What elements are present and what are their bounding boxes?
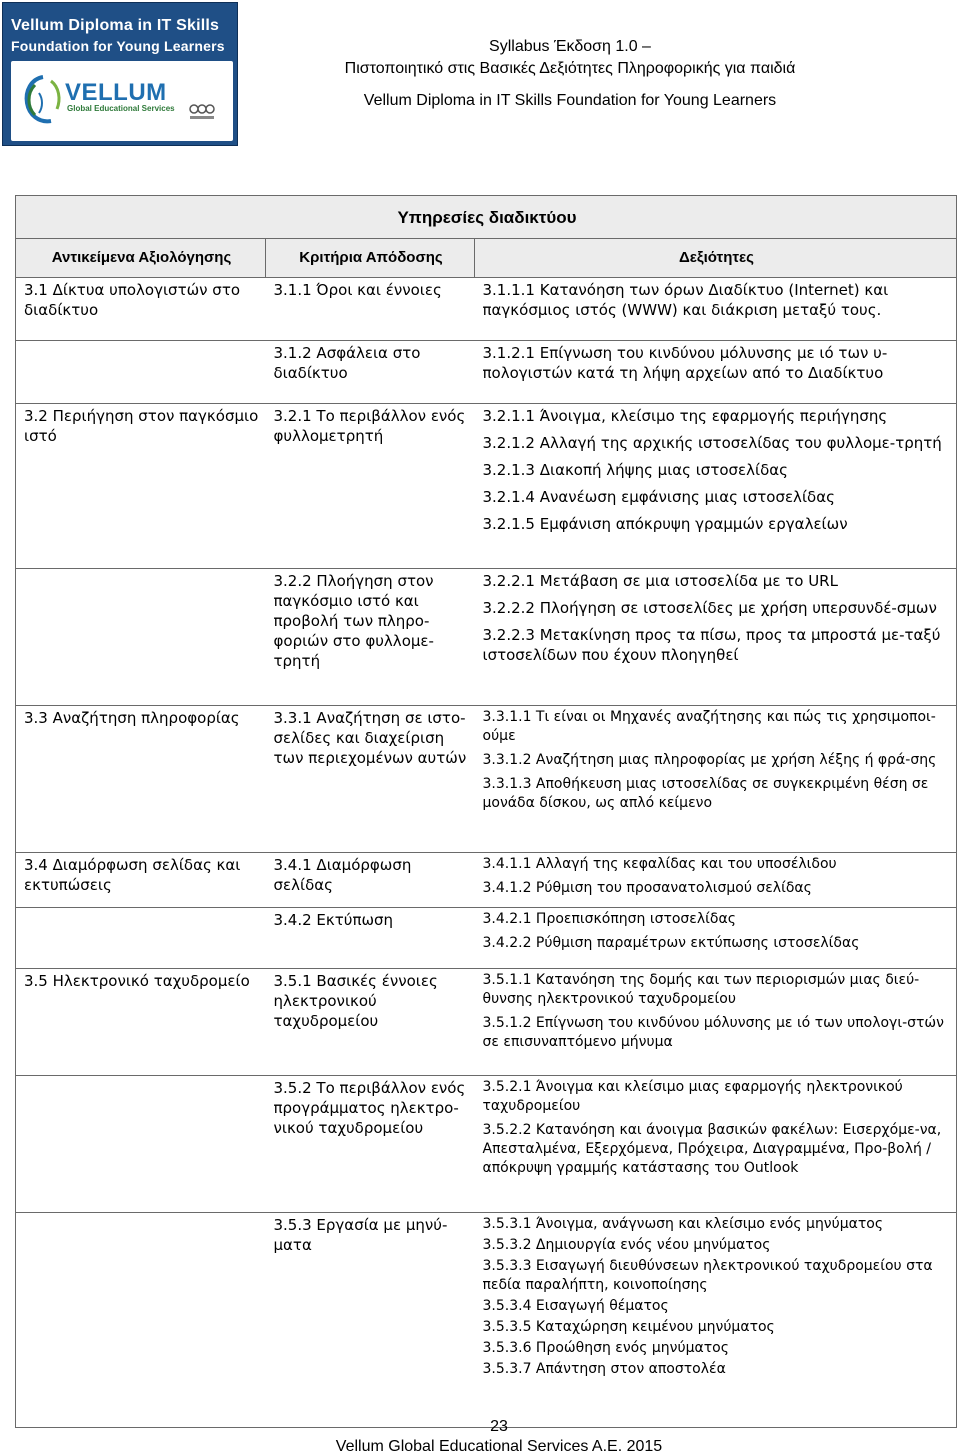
skills-cell (475, 908, 957, 969)
logo-brand: VELLUM (65, 79, 167, 106)
diploma-title: Vellum Diploma in IT Skills Foundation for Young Learners (363, 92, 777, 109)
skills-cell (475, 1076, 957, 1213)
logo-title-line2: Foundation for Young Learners (11, 38, 225, 54)
syllabus-row (16, 404, 957, 569)
skill-item: 3.2.1.4 Ανανέωση εμφάνισης μιας ιστοσελίδας (482, 488, 835, 506)
skill-item: 3.3.1.1 Τι είναι οι Μηχανές αναζήτησης και πώς τις χρησιμοποι-ούμε (482, 709, 936, 744)
assessment-object: 3.1 Δίκτυα υπολογιστών στο διαδίκτυο (16, 278, 266, 341)
assessment-object (16, 341, 266, 404)
skills-cell (475, 341, 957, 404)
skill-item: 3.5.3.2 Δημιουργία ενός νέου μηνύματος (482, 1237, 771, 1253)
assessment-object (16, 569, 266, 706)
skill-item: 3.1.2.1 Επίγνωση του κινδύνου μόλυνσης με ιό των υ-πολογιστών κατά τη λήψη αρχείων από το Διαδίκτυο (482, 344, 888, 382)
syllabus-row (16, 569, 957, 706)
skill-item: 3.5.2.1 Άνοιγμα και κλείσιμο μιας εφαρμογής ηλεκτρονικού ταχυδρομείου (482, 1079, 903, 1114)
skill-item: 3.2.1.5 Εμφάνιση απόκρυψη γραμμών εργαλείων (482, 515, 848, 533)
skill-item: 3.5.1.1 Κατανόηση της δομής και των περιορισμών μιας διεύ-θυνσης ηλεκτρονικού ταχυδρομείου (482, 972, 920, 1007)
skill-item: 3.5.3.6 Προώθηση ενός μηνύματος (482, 1340, 729, 1356)
logo-subtitle: Global Educational Services (67, 104, 175, 113)
skill-item: 3.5.3.3 Εισαγωγή διευθύνσεων ηλεκτρονικού ταχυδρομείου στα πεδία παραλήπτη, κοινοποίησης (482, 1258, 933, 1293)
vellum-logo (2, 2, 238, 146)
syllabus-row (16, 853, 957, 908)
performance-criterion: 3.4.1 Διαμόρφωση σελίδας (266, 853, 475, 908)
certificate-title: Πιστοποιητικό στις Βασικές Δεξιότητες Πληροφορικής για παιδιά (344, 60, 796, 77)
syllabus-row (16, 278, 957, 341)
skills-cell (475, 853, 957, 908)
copyright-footer: Vellum Global Educational Services A.E. 2015 (335, 1438, 663, 1455)
skill-item: 3.2.2.2 Πλοήγηση σε ιστοσελίδες με χρήση υπερσυνδέ-σμων (482, 599, 937, 617)
skills-cell (475, 278, 957, 341)
syllabus-row (16, 969, 957, 1076)
skill-item: 3.2.1.3 Διακοπή λήψης μιας ιστοσελίδας (482, 461, 788, 479)
skill-item: 3.4.2.2 Ρύθμιση παραμέτρων εκτύπωσης ιστοσελίδας (482, 935, 860, 951)
assessment-object: 3.2 Περιήγηση στον παγκόσμιο ιστό (24, 407, 259, 445)
column-header-skills: Δεξιότητες (475, 239, 957, 278)
logo-title (11, 15, 235, 57)
performance-criterion: 3.1.2 Ασφάλεια στο διαδίκτυο (266, 341, 475, 404)
skill-item: 3.5.2.2 Κατανόηση και άνοιγμα βασικών φακέλων: Εισερχόμε-να, Απεσταλμένα, Εξερχόμενα, Πρόχειρα, Διαγραμμένα, Προ-βολή / απόκρυψη γραμμής κατάστασης του Outlook (482, 1122, 942, 1176)
skill-item: 3.4.2.1 Προεπισκόπηση ιστοσελίδας (482, 911, 736, 927)
skill-item: 3.3.1.2 Αναζήτηση μιας πληροφορίας με χρήση λέξης ή φρά-σης (482, 752, 937, 768)
skill-item: 3.5.1.2 Επίγνωση του κινδύνου μόλυνσης με ιό των υπολογι-στών σε επισυναπτόμενο μήνυμα (482, 1015, 944, 1050)
skill-item: 3.5.3.5 Καταχώρηση κειμένου μηνύματος (482, 1319, 775, 1335)
performance-criterion: 3.2.1 Το περιβάλλον ενός φυλλομετρητή (273, 407, 466, 445)
performance-criterion: 3.2.2 Πλοήγηση στον παγκόσμιο ιστό και προβολή των πληρο-φοριών στο φυλλομε-τρητή (266, 569, 475, 706)
syllabus-row (16, 341, 957, 404)
performance-criterion: 3.1.1 Όροι και έννοιες (266, 278, 475, 341)
performance-criterion: 3.4.2 Εκτύπωση (273, 911, 394, 929)
syllabus-row (16, 908, 957, 969)
performance-criterion: 3.3.1 Αναζήτηση σε ιστο-σελίδες και διαχείριση των περιεχομένων αυτών (266, 706, 475, 853)
performance-criterion: 3.5.1 Βασικές έννοιες ηλεκτρονικού ταχυδρομείου (266, 969, 475, 1076)
syllabus-row (16, 1076, 957, 1213)
skill-item: 3.4.1.2 Ρύθμιση του προσανατολισμού σελίδας (482, 880, 812, 896)
assessment-object (16, 1213, 266, 1428)
syllabus-row (16, 1213, 957, 1428)
skills-cell (475, 706, 957, 853)
skill-item: 3.4.1.1 Αλλαγή της κεφαλίδας και του υποσέλιδου (482, 856, 837, 872)
assessment-object (16, 1076, 266, 1213)
skills-cell (475, 1213, 957, 1428)
syllabus-table (15, 195, 957, 1428)
logo-title-line1: Vellum Diploma in IT Skills (11, 17, 220, 34)
logo-card (11, 61, 233, 141)
performance-criterion: 3.5.3 Εργασία με μηνύ-ματα (266, 1213, 475, 1428)
skills-cell (475, 404, 957, 569)
skills-cell (475, 969, 957, 1076)
skill-item: 3.1.1.1 Κατανόηση των όρων Διαδίκτυο (Internet) και παγκόσμιος ιστός (WWW) και διάκριση μεταξύ τους. (482, 281, 889, 319)
assessment-object: 3.3 Αναζήτηση πληροφορίας (16, 706, 266, 853)
assessment-object: 3.4 Διαμόρφωση σελίδας και εκτυπώσεις (16, 853, 266, 908)
syllabus-row (16, 706, 957, 853)
skill-item: 3.2.1.2 Αλλαγή της αρχικής ιστοσελίδας του φυλλομε-τρητή (482, 434, 942, 452)
skill-item: 3.2.2.1 Μετάβαση σε μια ιστοσελίδα με το URL (482, 572, 838, 590)
skills-cell (475, 569, 957, 706)
globe-icon (21, 71, 65, 131)
assessment-object: 3.5 Ηλεκτρονικό ταχυδρομείο (16, 969, 266, 1076)
skill-item: 3.2.1.1 Άνοιγμα, κλείσιμο της εφαρμογής περιήγησης (482, 407, 888, 425)
skill-item: 3.5.3.4 Εισαγωγή θέματος (482, 1298, 669, 1314)
syllabus-version: Syllabus Έκδοση 1.0 – (489, 38, 651, 55)
column-header-objects: Αντικείμενα Αξιολόγησης (16, 239, 266, 278)
assessment-object (16, 908, 266, 969)
column-header-criteria: Κριτήρια Απόδοσης (266, 239, 475, 278)
skill-item: 3.5.3.1 Άνοιγμα, ανάγνωση και κλείσιμο ενός μηνύματος (482, 1216, 884, 1232)
section-title: Υπηρεσίες διαδικτύου (16, 196, 957, 239)
skill-item: 3.3.1.3 Αποθήκευση μιας ιστοσελίδας σε συγκεκριμένη θέση σε μονάδα δίσκου, ως απλό κείμενο (482, 776, 929, 811)
page-number: 23 (490, 1418, 508, 1435)
partner-logo-icon (187, 101, 217, 123)
performance-criterion: 3.5.2 Το περιβάλλον ενός προγράμματος ηλεκτρο-νικού ταχυδρομείου (266, 1076, 475, 1213)
skill-item: 3.2.2.3 Μετακίνηση προς τα πίσω, προς τα μπροστά με-ταξύ ιστοσελίδων που έχουν πλοηγηθεί (482, 626, 941, 664)
skill-item: 3.5.3.7 Απάντηση στον αποστολέα (482, 1361, 726, 1377)
